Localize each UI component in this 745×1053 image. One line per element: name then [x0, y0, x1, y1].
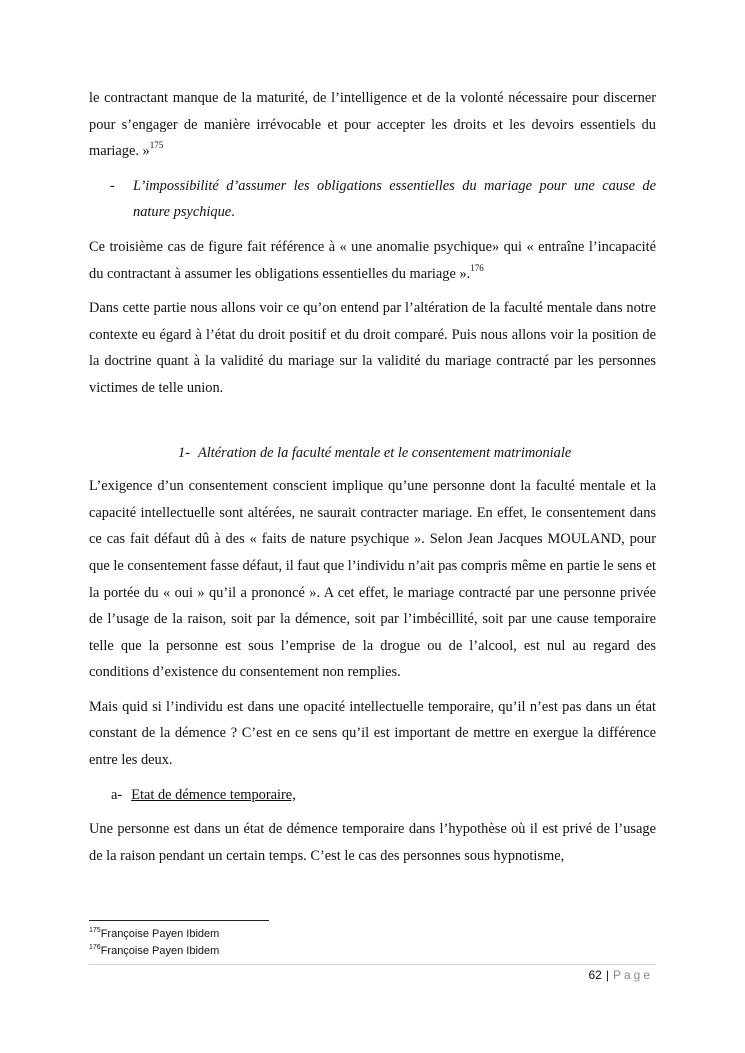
footnote-ref-175[interactable]: 175	[149, 140, 164, 151]
footer-rule	[89, 964, 656, 965]
subsection-letter: a-	[111, 786, 123, 803]
subsection-heading-text: Etat de démence temporaire,	[131, 786, 296, 803]
page-footer	[588, 966, 653, 984]
page-number: 62	[588, 968, 602, 982]
paragraph-1	[89, 85, 656, 165]
bullet-dash: -	[110, 177, 115, 194]
paragraph-5: Mais quid si l’individu est dans une opacité intellectuelle temporaire, qu’il n’est pas dans un état constant de la démence ? C’est en ce sens qu’il est important de mettre en exergue la différence entre les deux.	[89, 698, 656, 769]
bullet-text-wrap	[133, 173, 656, 226]
subsection-heading	[89, 782, 656, 809]
footnote-number: 175	[89, 927, 101, 934]
page-body	[89, 85, 656, 877]
footnotes	[89, 926, 219, 960]
section-heading	[89, 440, 656, 467]
section-heading-text: Altération de la faculté mentale et le consentement matrimoniale	[198, 444, 572, 461]
footer-separator: |	[605, 968, 609, 982]
footnote-text: Françoise Payen Ibidem	[100, 945, 220, 957]
footnote-176	[89, 943, 219, 960]
bullet-text: L’impossibilité d’assumer les obligations essentielles du mariage pour une cause de nature psychique	[133, 177, 656, 221]
footnote-text: Françoise Payen Ibidem	[100, 928, 220, 940]
section-heading-number: 1-	[178, 444, 190, 461]
paragraph-6: Une personne est dans un état de démence temporaire dans l’hypothèse où il est privé de l’usage de la raison pendant un certain temps. C’est le cas des personnes sous hypnotisme,	[89, 821, 656, 864]
page-label: Page	[612, 968, 653, 982]
paragraph-1-text: le contractant manque de la maturité, de l’intelligence et de la volonté nécessaire pour discerner pour s’engager de manière irrévocable et pour accepter les droits et les devoirs essentiels du mariage. »	[89, 90, 656, 160]
footnote-number: 176	[89, 944, 101, 951]
bullet-end: .	[231, 204, 235, 221]
paragraph-4: L’exigence d’un consentement conscient implique qu’une personne dont la faculté mentale et la capacité intellectuelle sont altérées, ne saurait contracter mariage. En effet, le consentement dans ce cas fait défaut dû à des « faits de nature psychique ». Selon Jean Jacques MOULAND, pour que le consentement fasse défaut, il faut que l’individu n’ait pas compris même en partie le sens et la portée du « oui » qu’il a prononcé ». A cet effet, le mariage contracté par une personne privée de l’usage de la raison, soit par la démence, soit par l’imbécillité, soit par une cause temporaire telle que la personne est sous l’emprise de la drogue ou de l’alcool, est nul au regard des conditions d’existence du consentement non remplies.	[89, 478, 656, 681]
footnote-ref-176[interactable]: 176	[470, 262, 484, 273]
paragraph-2	[89, 234, 656, 287]
bullet-item	[89, 173, 656, 226]
footnote-175	[89, 926, 219, 943]
paragraph-3: Dans cette partie nous allons voir ce qu’on entend par l’altération de la faculté mentale dans notre contexte eu égard à l’état du droit positif et du droit comparé. Puis nous allons voir la position de la doctrine quant à la validité du mariage sur la validité du mariage contracté par les personnes victimes de telle union.	[89, 300, 656, 396]
paragraph-2-text: Ce troisième cas de figure fait référence à « une anomalie psychique» qui « entraîne l’incapacité du contractant à assumer les obligations essentielles du mariage ».	[89, 238, 656, 282]
footnote-separator	[89, 920, 269, 921]
